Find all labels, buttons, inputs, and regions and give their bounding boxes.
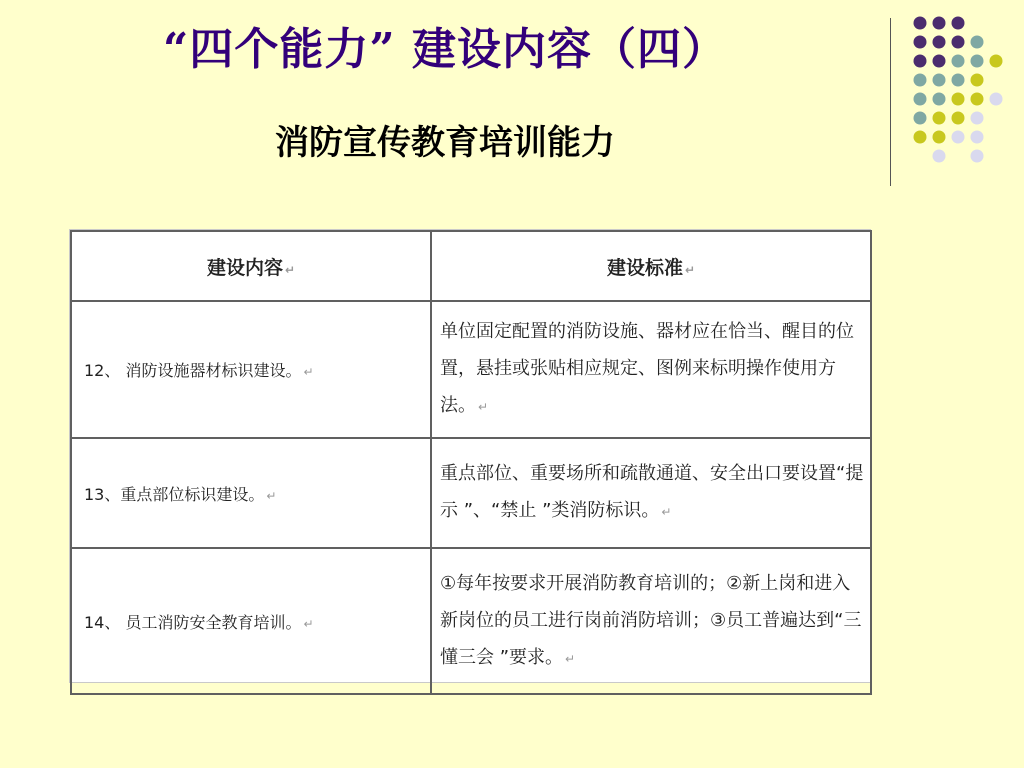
row-content-cell: 13、重点部位标识建设。 ↵ [71,438,431,548]
header-content: 建设内容 ↵ [71,231,431,301]
table-header-row [71,231,871,301]
row-content-cell: 14、 员工消防安全教育培训。 ↵ [71,548,431,694]
construction-table [70,230,870,682]
slide-subtitle: 消防宣传教育培训能力 [275,123,615,163]
decorative-dots-icon [899,16,1019,166]
row-standard-cell: 单位固定配置的消防设施、器材应在恰当、醒目的位置，悬挂或张贴相应规定、图例来标明操作使用方法。 ↵ [431,301,871,438]
table-row [71,548,871,694]
row-standard-cell: ①每年按要求开展消防教育培训的；②新上岗和进入新岗位的员工进行岗前消防培训；③员工普遍达到“三懂三会 ”要求。 ↵ [431,548,871,694]
header-standard: 建设标准 ↵ [431,231,871,301]
table-row [71,438,871,548]
slide-title: “四个能力” 建设内容（四） [163,24,727,75]
standards-table [70,230,872,695]
decorative-divider [890,18,891,186]
row-content-cell: 12、 消防设施器材标识建设。 ↵ [71,301,431,438]
row-standard-cell: 重点部位、重要场所和疏散通道、安全出口要设置“提示 ”、“禁止 ”类消防标识。 ↵ [431,438,871,548]
table-row [71,301,871,438]
